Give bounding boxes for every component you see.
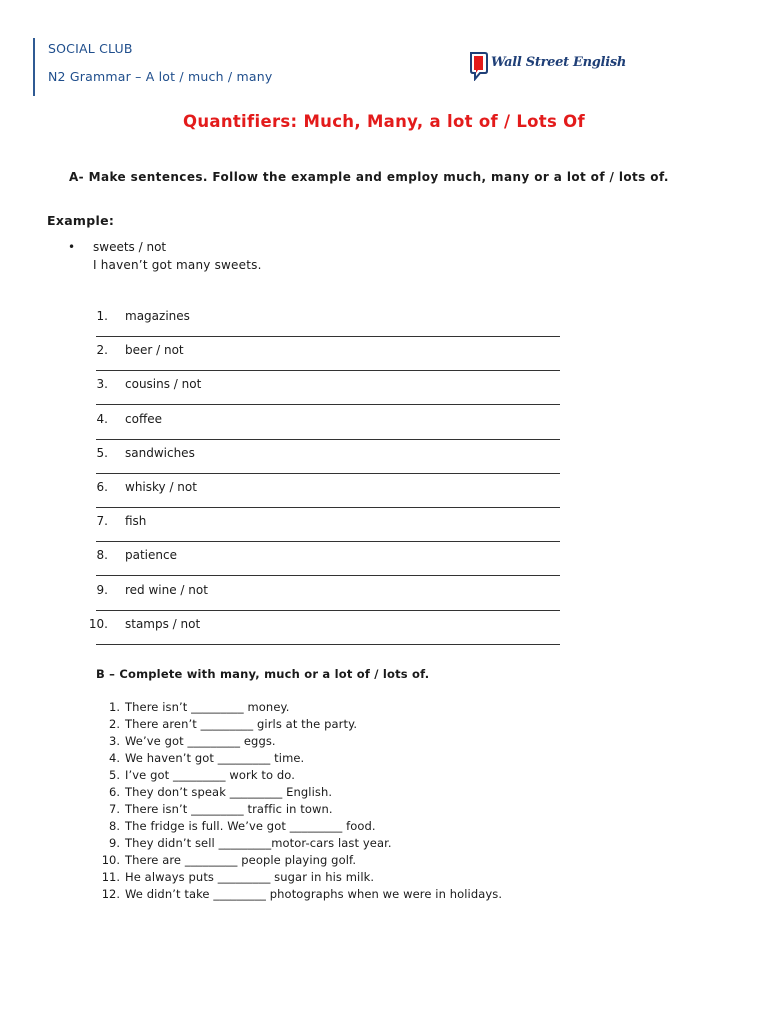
item-prompt: beer / not <box>125 343 184 358</box>
example-bullet: • <box>68 240 76 254</box>
item-prompt: fish <box>125 514 147 529</box>
answer-line[interactable] <box>96 507 560 508</box>
item-number: 10. <box>101 853 120 867</box>
exercise-a-item <box>96 374 560 408</box>
exercise-b-item <box>96 853 616 870</box>
exercise-b-item <box>96 734 616 751</box>
item-number: 10. <box>88 616 108 631</box>
item-number: 9. <box>96 582 108 597</box>
item-number: 8. <box>96 548 108 563</box>
item-number: 3. <box>109 734 120 748</box>
item-sentence: There isn’t _________ money. <box>125 700 290 714</box>
item-sentence: They don’t speak _________ English. <box>125 785 333 799</box>
page-title: Quantifiers: Much, Many, a lot of / Lots Of <box>183 112 585 131</box>
item-sentence: We’ve got _________ eggs. <box>125 734 276 748</box>
answer-line[interactable] <box>96 644 560 645</box>
answer-line[interactable] <box>96 541 560 542</box>
item-number: 5. <box>109 768 120 782</box>
exercise-a-item <box>96 511 560 545</box>
item-number: 4. <box>96 411 108 426</box>
item-number: 7. <box>96 514 108 529</box>
item-sentence: He always puts _________ sugar in his milk. <box>125 870 375 884</box>
exercise-a-item <box>96 306 560 340</box>
section-b-heading: B – Complete with many, much or a lot of / lots of. <box>96 667 430 681</box>
section-a-heading: A- Make sentences. Follow the example and employ much, many or a lot of / lots of. <box>69 170 669 184</box>
item-sentence: We didn’t take _________ photographs when we were in holidays. <box>125 887 503 901</box>
item-sentence: There are _________ people playing golf. <box>125 853 357 867</box>
item-prompt: cousins / not <box>125 377 202 392</box>
item-number: 6. <box>109 785 120 799</box>
exercise-b-item <box>96 768 616 785</box>
item-sentence: There aren’t _________ girls at the party. <box>125 717 358 731</box>
example-prompt: sweets / not <box>93 240 167 254</box>
answer-line[interactable] <box>96 575 560 576</box>
exercise-a-item <box>96 340 560 374</box>
item-prompt: whisky / not <box>125 479 197 494</box>
exercise-b-item <box>96 836 616 853</box>
example-heading: Example: <box>47 213 115 228</box>
exercise-a-item <box>88 614 560 648</box>
exercise-b-item <box>96 870 616 887</box>
item-number: 2. <box>109 717 120 731</box>
item-number: 4. <box>109 751 120 765</box>
exercise-b-item <box>96 700 616 717</box>
item-number: 9. <box>109 836 120 850</box>
item-prompt: red wine / not <box>125 582 208 597</box>
section-a-list <box>88 306 560 648</box>
answer-line[interactable] <box>96 473 560 474</box>
item-prompt: stamps / not <box>125 616 201 631</box>
exercise-b-item <box>96 802 616 819</box>
exercise-b-item <box>96 887 616 904</box>
item-sentence: The fridge is full. We’ve got _________ food. <box>125 819 376 833</box>
answer-line[interactable] <box>96 439 560 440</box>
example-answer: I haven’t got many sweets. <box>93 258 262 272</box>
exercise-a-item <box>96 580 560 614</box>
item-sentence: There isn’t _________ traffic in town. <box>125 802 333 816</box>
logo-wordmark: Wall Street English <box>491 55 627 70</box>
exercise-a-item <box>96 409 560 443</box>
item-sentence: They didn’t sell _________motor-cars last year. <box>125 836 392 850</box>
item-number: 6. <box>96 479 108 494</box>
header-club-name: SOCIAL CLUB <box>48 41 133 56</box>
item-prompt: patience <box>125 548 177 563</box>
answer-line[interactable] <box>96 336 560 337</box>
wall-street-english-logo <box>469 51 631 83</box>
item-number: 1. <box>96 309 108 323</box>
exercise-b-item <box>96 751 616 768</box>
exercise-b-item <box>96 717 616 734</box>
exercise-b-item <box>96 819 616 836</box>
answer-line[interactable] <box>96 610 560 611</box>
item-number: 3. <box>96 377 108 392</box>
answer-line[interactable] <box>96 404 560 405</box>
header-subtitle: N2 Grammar – A lot / much / many <box>48 69 273 84</box>
item-number: 11. <box>101 870 120 884</box>
item-number: 7. <box>109 802 120 816</box>
item-sentence: I’ve got _________ work to do. <box>125 768 295 782</box>
exercise-b-item <box>96 785 616 802</box>
item-number: 5. <box>96 445 108 460</box>
exercise-a-item <box>96 545 560 579</box>
section-b-list <box>96 700 616 904</box>
item-prompt: coffee <box>125 411 162 426</box>
exercise-a-item <box>96 477 560 511</box>
answer-line[interactable] <box>96 370 560 371</box>
item-number: 8. <box>109 819 120 833</box>
item-number: 12. <box>101 887 120 901</box>
item-prompt: sandwiches <box>125 445 195 460</box>
exercise-a-item <box>96 443 560 477</box>
item-number: 2. <box>96 343 108 358</box>
item-sentence: We haven’t got _________ time. <box>125 751 305 765</box>
item-number: 1. <box>109 700 120 714</box>
item-prompt: magazines <box>125 309 190 323</box>
document-header <box>33 38 272 96</box>
speech-bubble-logo-icon <box>469 51 489 81</box>
